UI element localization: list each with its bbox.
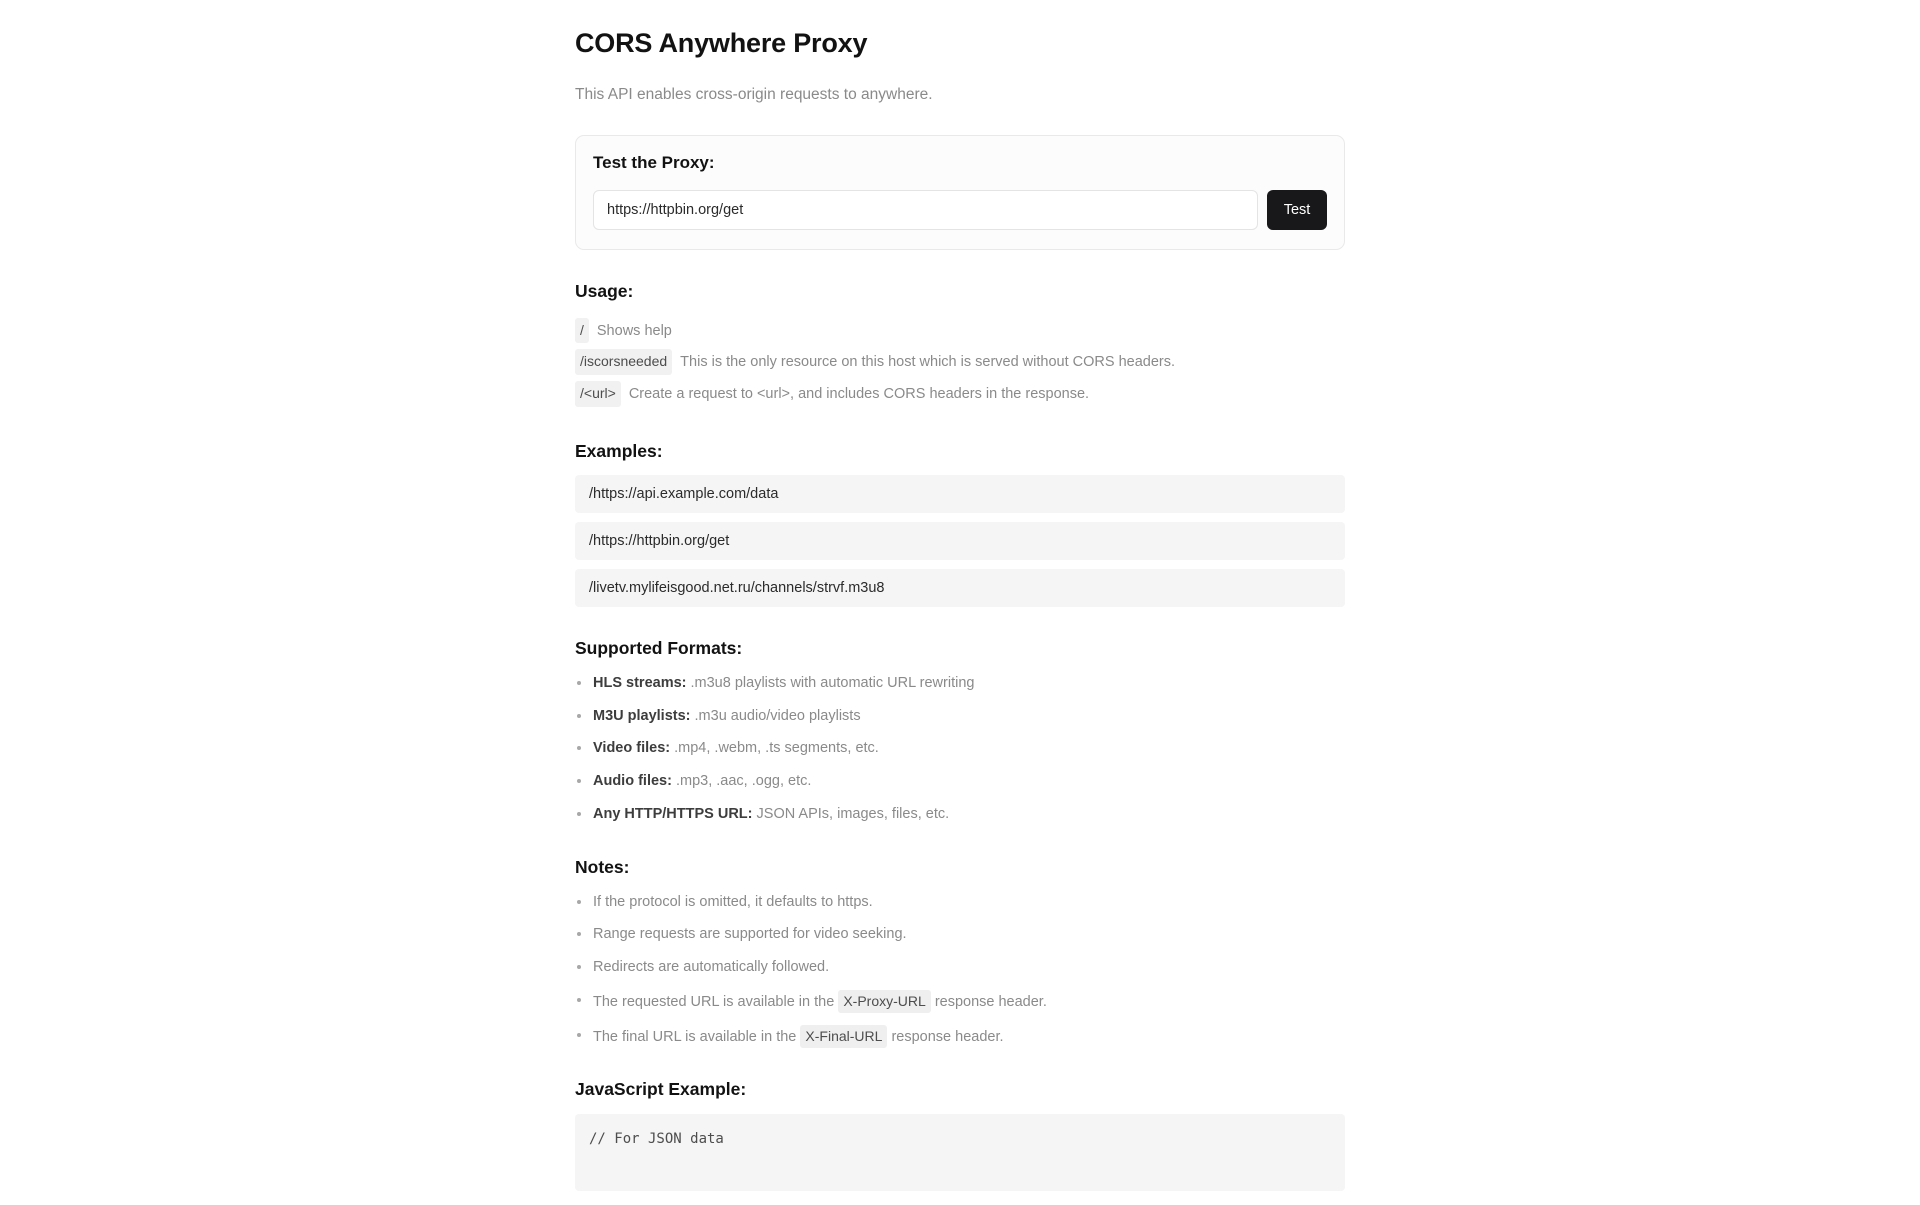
example-item: /livetv.mylifeisgood.net.ru/channels/strvf.m3u8	[575, 569, 1345, 607]
format-description: .m3u8 playlists with automatic URL rewriting	[690, 674, 975, 691]
notes-list	[575, 892, 1345, 1049]
test-proxy-panel	[575, 135, 1345, 250]
list-item	[575, 771, 1345, 793]
list-item	[575, 706, 1345, 728]
javascript-code-block: // For JSON data	[575, 1114, 1345, 1190]
examples-heading: Examples:	[575, 440, 663, 461]
example-item: /https://httpbin.org/get	[575, 522, 1345, 560]
list-item	[575, 673, 1345, 695]
note-text-after: response header.	[891, 1028, 1004, 1045]
test-panel-heading: Test the Proxy:	[593, 152, 715, 172]
list-item	[575, 957, 1345, 979]
usage-row	[575, 346, 1345, 378]
usage-row	[575, 378, 1345, 410]
format-label: Audio files:	[593, 773, 672, 790]
format-label: HLS streams:	[593, 674, 687, 691]
usage-path-chip: /<url>	[575, 381, 621, 407]
note-text: Range requests are supported for video seeking.	[593, 926, 907, 943]
note-text-after: response header.	[934, 993, 1047, 1010]
supported-formats-list	[575, 673, 1345, 826]
list-item	[575, 804, 1345, 826]
test-button[interactable]: Test	[1267, 190, 1327, 230]
usage-row	[575, 315, 1345, 347]
note-text: The requested URL is available in the	[593, 993, 835, 1010]
note-code-chip: X-Proxy-URL	[838, 990, 930, 1013]
example-item: /https://api.example.com/data	[575, 475, 1345, 513]
javascript-example-heading: JavaScript Example:	[575, 1079, 747, 1100]
format-label: Video files:	[593, 740, 671, 757]
usage-description: This is the only resource on this host which is served without CORS headers.	[680, 354, 1176, 371]
list-item	[575, 892, 1345, 914]
format-description: JSON APIs, images, files, etc.	[756, 805, 950, 822]
list-item	[575, 738, 1345, 760]
examples-list	[575, 475, 1345, 607]
usage-description: Create a request to <url>, and includes CORS headers in the response.	[628, 386, 1090, 403]
usage-description: Shows help	[596, 322, 672, 339]
content-container	[575, 26, 1345, 1205]
usage-list	[575, 315, 1345, 410]
note-text: Redirects are automatically followed.	[593, 959, 830, 976]
note-code-chip: X-Final-URL	[800, 1025, 887, 1048]
usage-path-chip: /	[575, 318, 589, 344]
usage-path-chip: /iscorsneeded	[575, 349, 672, 375]
format-label: Any HTTP/HTTPS URL:	[593, 805, 753, 822]
note-text: If the protocol is omitted, it defaults to https.	[593, 893, 873, 910]
notes-heading: Notes:	[575, 856, 630, 877]
format-description: .mp3, .aac, .ogg, etc.	[675, 773, 812, 790]
supported-formats-heading: Supported Formats:	[575, 637, 743, 658]
list-item	[575, 924, 1345, 946]
list-item	[575, 990, 1345, 1014]
page-subtitle: This API enables cross-origin requests to anywhere.	[575, 86, 933, 104]
usage-heading: Usage:	[575, 280, 634, 301]
format-label: M3U playlists:	[593, 707, 691, 724]
list-item	[575, 1025, 1345, 1049]
url-input[interactable]	[593, 190, 1258, 230]
format-description: .m3u audio/video playlists	[694, 707, 861, 724]
test-proxy-form	[593, 190, 1327, 230]
note-text: The final URL is available in the	[593, 1028, 797, 1045]
format-description: .mp4, .webm, .ts segments, etc.	[674, 740, 879, 757]
page-title: CORS Anywhere Proxy	[575, 28, 868, 58]
